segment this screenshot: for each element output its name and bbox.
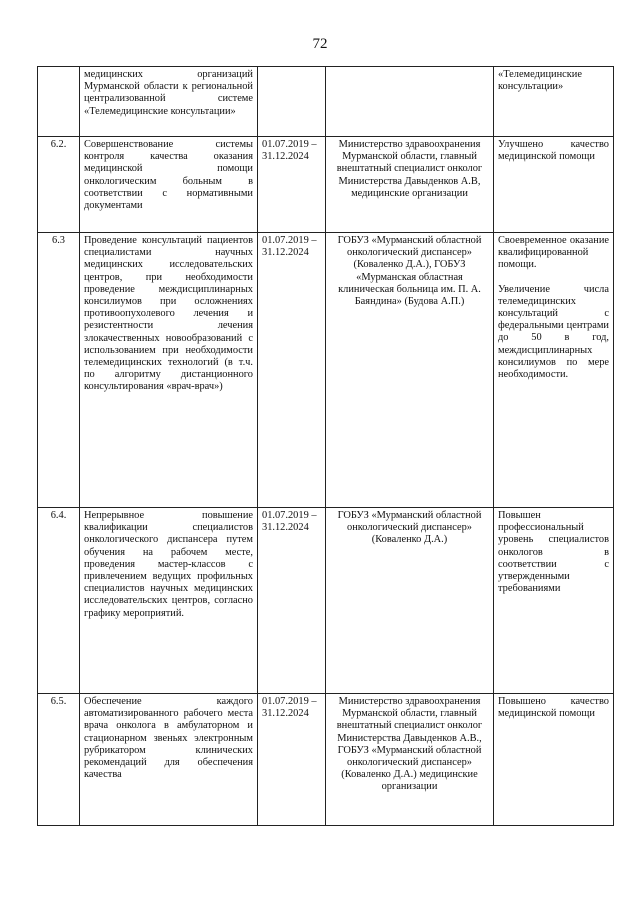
activity-name: медицинских организаций Мурманской области к региональной централизованной системе «Телемедицинские консультации»	[80, 67, 258, 137]
activities-table	[37, 66, 614, 826]
item-number: 6.4.	[38, 508, 80, 694]
activity-name: Проведение консультаций пациентов специалистами научных медицинских исследовательских центров, при необходимости проведение междисциплинарных консилиумов при осложнениях противоопухолевого лечения и резистентности лечения злокачественных новообразований с использованием при необходимости телемедицинских технологий (в т.ч. по алгоритму дистанционного консультирования «врач-врач»)	[80, 233, 258, 508]
period: 01.07.2019 – 31.12.2024	[258, 137, 326, 233]
period: 01.07.2019 – 31.12.2024	[258, 694, 326, 826]
item-number: 6.2.	[38, 137, 80, 233]
responsible	[326, 67, 494, 137]
item-number	[38, 67, 80, 137]
table-row	[38, 137, 614, 233]
responsible: Министерство здравоохранения Мурманской области, главный внештатный специалист онколог Министерства Давыденков А.В, медицинские организации	[326, 137, 494, 233]
table-row	[38, 67, 614, 137]
responsible: Министерство здравоохранения Мурманской области, главный внештатный специалист онколог Министерства Давыденков А.В., ГОБУЗ «Мурманский областной онкологический диспансер» (Коваленко Д.А.) медицинские организации	[326, 694, 494, 826]
activity-name: Совершенствование системы контроля качества оказания медицинской помощи онкологическим больным в соответствии с нормативными документами	[80, 137, 258, 233]
activity-name: Непрерывное повышение квалификации специалистов онкологического диспансера путем обучения на рабочем месте, проведения мастер-классов с привлечением ведущих профильных специалистов научных медицинских исследовательских центров, согласно графику мероприятий.	[80, 508, 258, 694]
expected-result: Своевременное оказание квалифицированной помощи. Увеличение числа телемедицинских консультаций с федеральными центрами до 50 в год, междисциплинарных консилиумов по мере необходимости.	[494, 233, 614, 508]
responsible: ГОБУЗ «Мурманский областной онкологический диспансер» (Коваленко Д.А.), ГОБУЗ «Мурманская областная клиническая больница им. П. А. Баяндина» (Будова А.П.)	[326, 233, 494, 508]
item-number: 6.3	[38, 233, 80, 508]
expected-result: Повышен профессиональный уровень специалистов онкологов в соответствии с утвержденными требованиями	[494, 508, 614, 694]
expected-result: Улучшено качество медицинской помощи	[494, 137, 614, 233]
expected-result: Повышено качество медицинской помощи	[494, 694, 614, 826]
activity-name: Обеспечение каждого автоматизированного рабочего места врача онколога в амбулаторном и стационарном звеньях электронным рубрикатором клинических рекомендаций для обеспечения качества	[80, 694, 258, 826]
page-number: 72	[312, 36, 328, 52]
expected-result: «Телемедицинские консультации»	[494, 67, 614, 137]
table-row	[38, 508, 614, 694]
item-number: 6.5.	[38, 694, 80, 826]
period	[258, 67, 326, 137]
table-row	[38, 233, 614, 508]
table-row	[38, 694, 614, 826]
period: 01.07.2019 – 31.12.2024	[258, 233, 326, 508]
period: 01.07.2019 – 31.12.2024	[258, 508, 326, 694]
responsible: ГОБУЗ «Мурманский областной онкологический диспансер» (Коваленко Д.А.)	[326, 508, 494, 694]
